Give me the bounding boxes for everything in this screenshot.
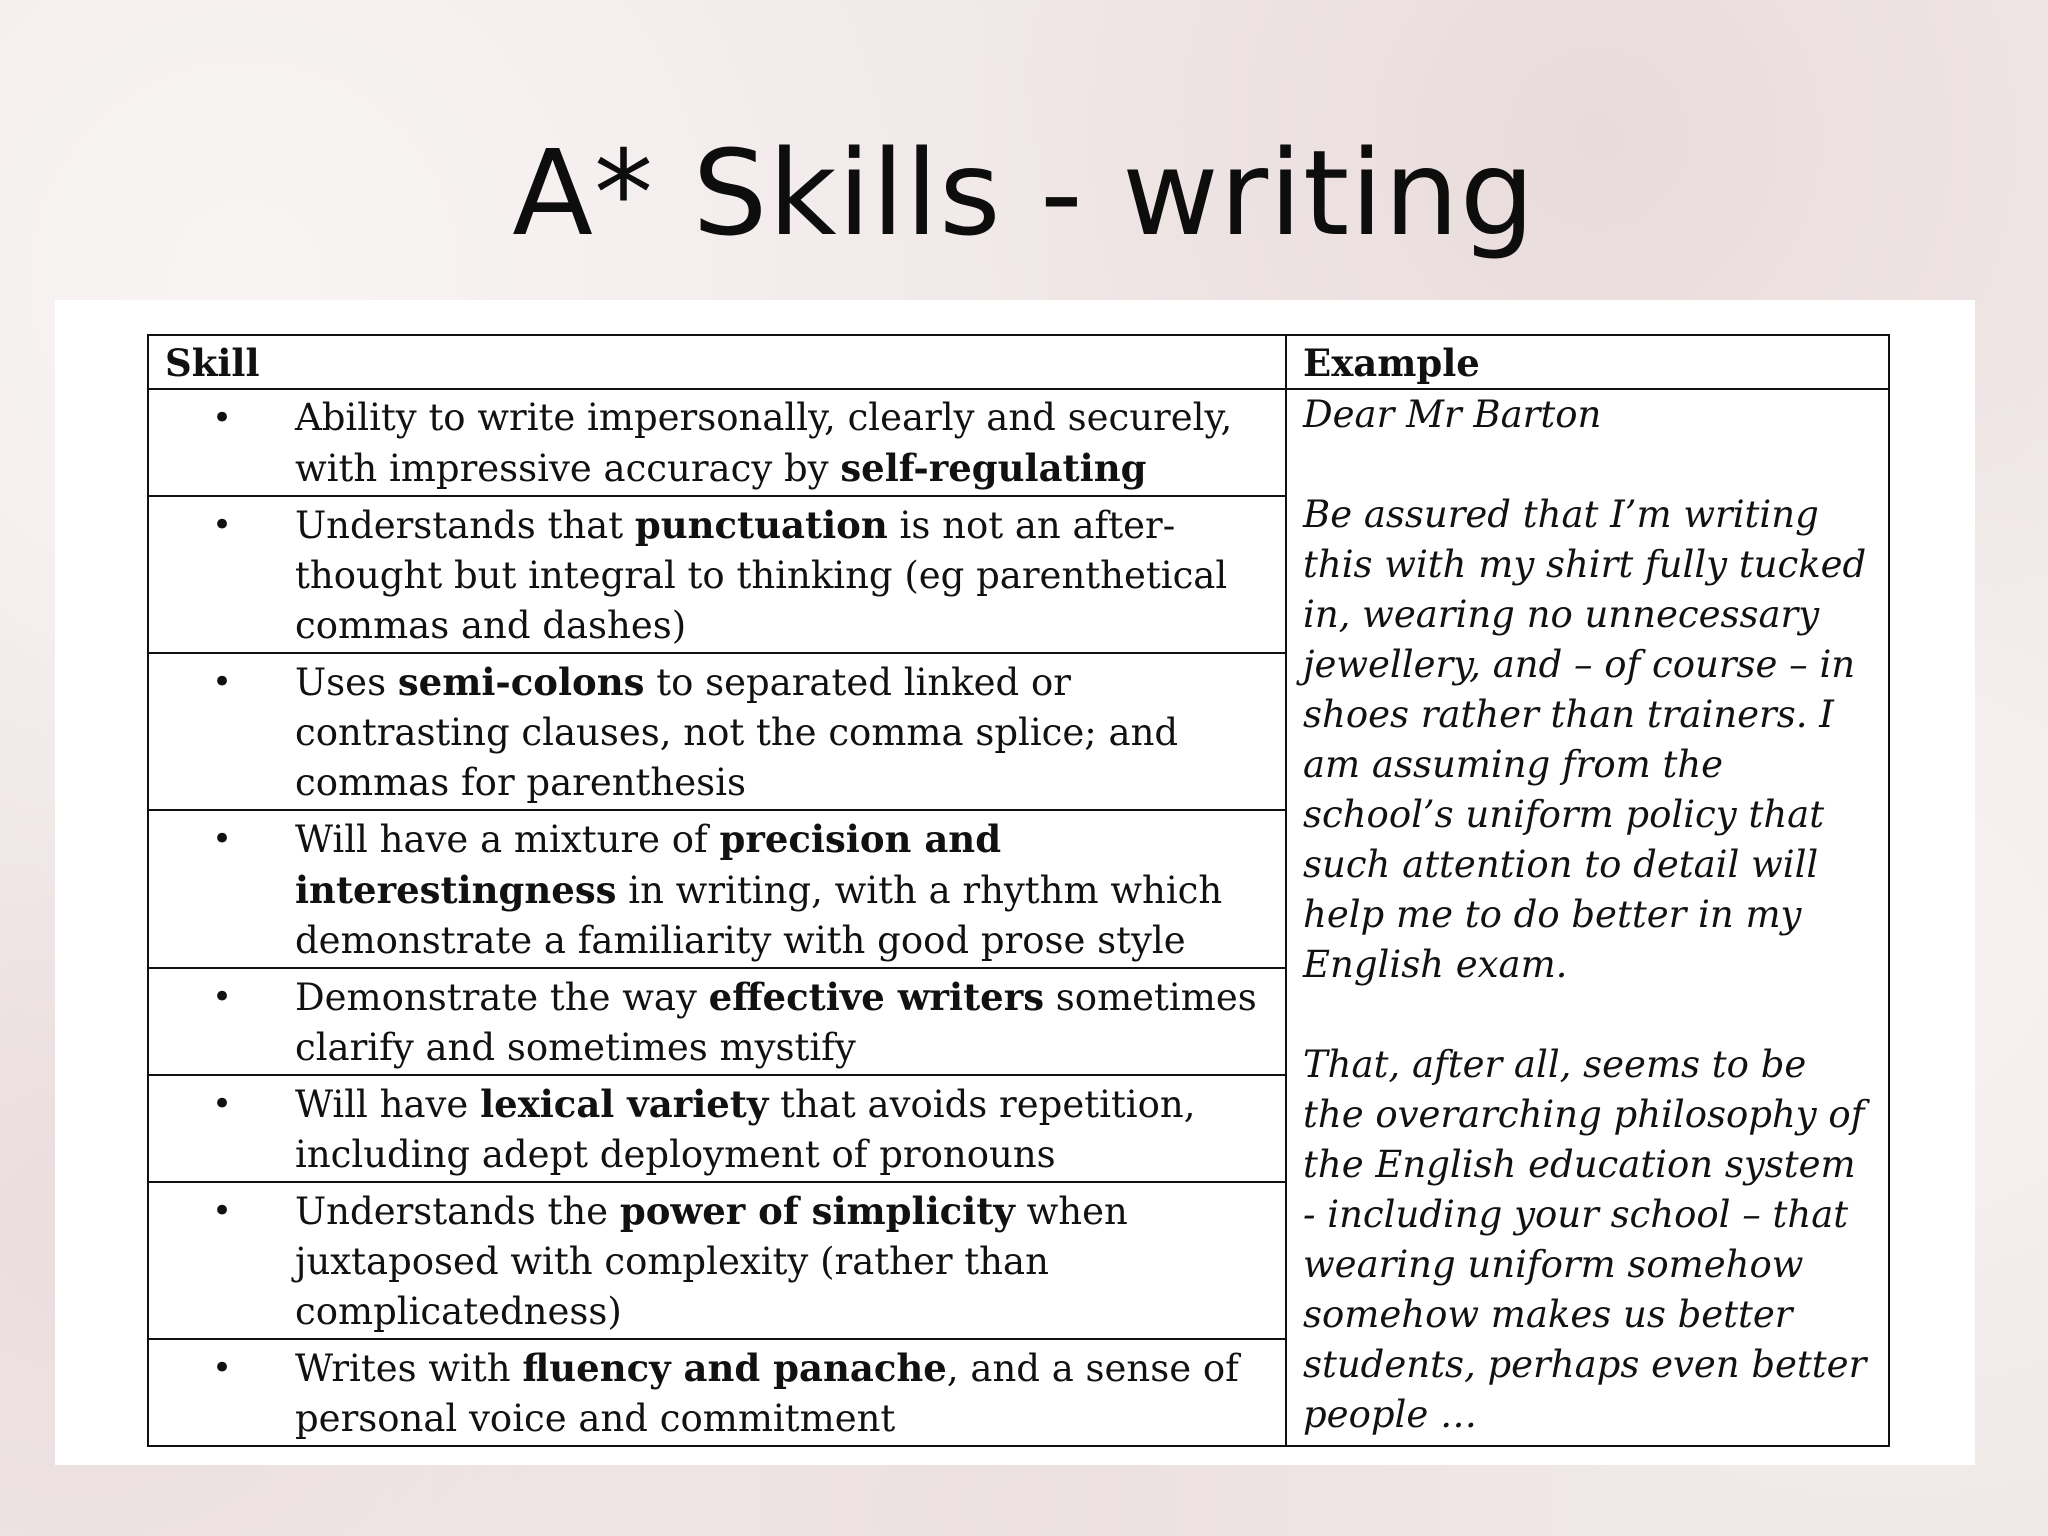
list-item xyxy=(149,393,1275,494)
example-paragraph: Be assured that I’m writing this with my shirt fully tucked in, wearing no unnecessary jewellery, and – of course – in shoes rather than trainers. I am assuming from the school’s uniform policy that such attention to detail will help me to do better in my English exam. xyxy=(1303,493,1867,986)
example-paragraph: Dear Mr Barton xyxy=(1303,393,1602,436)
column-header-skill: Skill xyxy=(148,335,1286,389)
skill-text-segment: Understands the xyxy=(295,1190,620,1233)
example-cell xyxy=(1286,389,1889,1446)
skill-keyword: semi-colons xyxy=(397,660,645,704)
list-item xyxy=(149,657,1275,808)
bullet-icon: • xyxy=(211,505,233,545)
skill-cell xyxy=(148,810,1286,968)
skill-text-segment: Will have xyxy=(295,1083,481,1126)
skill-text-segment: Writes with xyxy=(295,1347,523,1390)
skill-text-segment: Demonstrate the way xyxy=(295,976,709,1019)
skill-text xyxy=(295,1186,1275,1337)
skill-text xyxy=(295,500,1275,651)
skill-text-segment: is not an after-thought but integral to thinking (eg parenthetical commas and dashes) xyxy=(295,504,1228,647)
skill-cell xyxy=(148,653,1286,810)
list-item xyxy=(149,972,1275,1073)
list-item xyxy=(149,1079,1275,1180)
skill-text xyxy=(295,814,1275,966)
skill-text-segment: sometimes clarify and sometimes mystify xyxy=(295,976,1257,1069)
skill-keyword: precision and interestingness xyxy=(295,817,1002,912)
skill-keyword: effective writers xyxy=(708,975,1045,1019)
bullet-icon: • xyxy=(211,1348,233,1388)
example-paragraph: That, after all, seems to be the overarching philosophy of the English education system - including your school – that wearing uniform somehow somehow makes us better students, perhaps even better people … xyxy=(1303,1043,1867,1436)
skill-text-segment: Understands that xyxy=(295,504,635,547)
skill-text xyxy=(295,657,1275,808)
skill-text-segment: in writing, with a rhythm which demonstrate a familiarity with good prose style xyxy=(295,869,1223,962)
bullet-icon: • xyxy=(211,398,233,438)
skills-table xyxy=(147,334,1890,1447)
skill-text-segment: that avoids repetition, including adept deployment of pronouns xyxy=(295,1083,1196,1176)
skill-text-segment: to separated linked or contrasting clauses, not the comma splice; and commas for parenthesis xyxy=(295,661,1179,804)
skill-cell xyxy=(148,1339,1286,1446)
skill-keyword: fluency and panache xyxy=(522,1346,947,1390)
skill-keyword: self-regulating xyxy=(840,446,1147,490)
column-header-example: Example xyxy=(1286,335,1889,389)
list-item xyxy=(149,1186,1275,1337)
table-row xyxy=(148,389,1889,496)
bullet-icon: • xyxy=(211,662,233,702)
bullet-icon: • xyxy=(211,819,233,859)
skill-cell xyxy=(148,1182,1286,1339)
list-item xyxy=(149,500,1275,651)
skill-cell xyxy=(148,1075,1286,1182)
slide-title: A* Skills - writing xyxy=(512,124,1536,262)
table-header-row xyxy=(148,335,1889,389)
skill-text-segment: Ability to write impersonally, clearly and securely, with impressive accuracy by xyxy=(295,396,1233,490)
skill-cell xyxy=(148,389,1286,496)
skill-text-segment: when juxtaposed with complexity (rather than complicatedness) xyxy=(295,1190,1128,1333)
bullet-icon: • xyxy=(211,1084,233,1124)
skill-text xyxy=(295,1079,1275,1180)
skill-keyword: punctuation xyxy=(634,503,888,547)
bullet-icon: • xyxy=(211,1191,233,1231)
skill-text-segment: Uses xyxy=(295,661,398,704)
content-panel xyxy=(55,300,1975,1465)
skill-text xyxy=(295,393,1275,494)
skill-text xyxy=(295,972,1275,1073)
skill-text-segment: , and a sense of personal voice and commitment xyxy=(295,1347,1239,1440)
skill-keyword: lexical variety xyxy=(480,1082,769,1126)
skill-cell xyxy=(148,968,1286,1075)
skill-keyword: power of simplicity xyxy=(619,1189,1015,1233)
list-item xyxy=(149,814,1275,966)
list-item xyxy=(149,1343,1275,1444)
skill-text xyxy=(295,1343,1275,1444)
skill-cell xyxy=(148,496,1286,653)
skills-table-body xyxy=(148,389,1889,1446)
bullet-icon: • xyxy=(211,977,233,1017)
skill-text-segment: Will have a mixture of xyxy=(295,818,720,861)
